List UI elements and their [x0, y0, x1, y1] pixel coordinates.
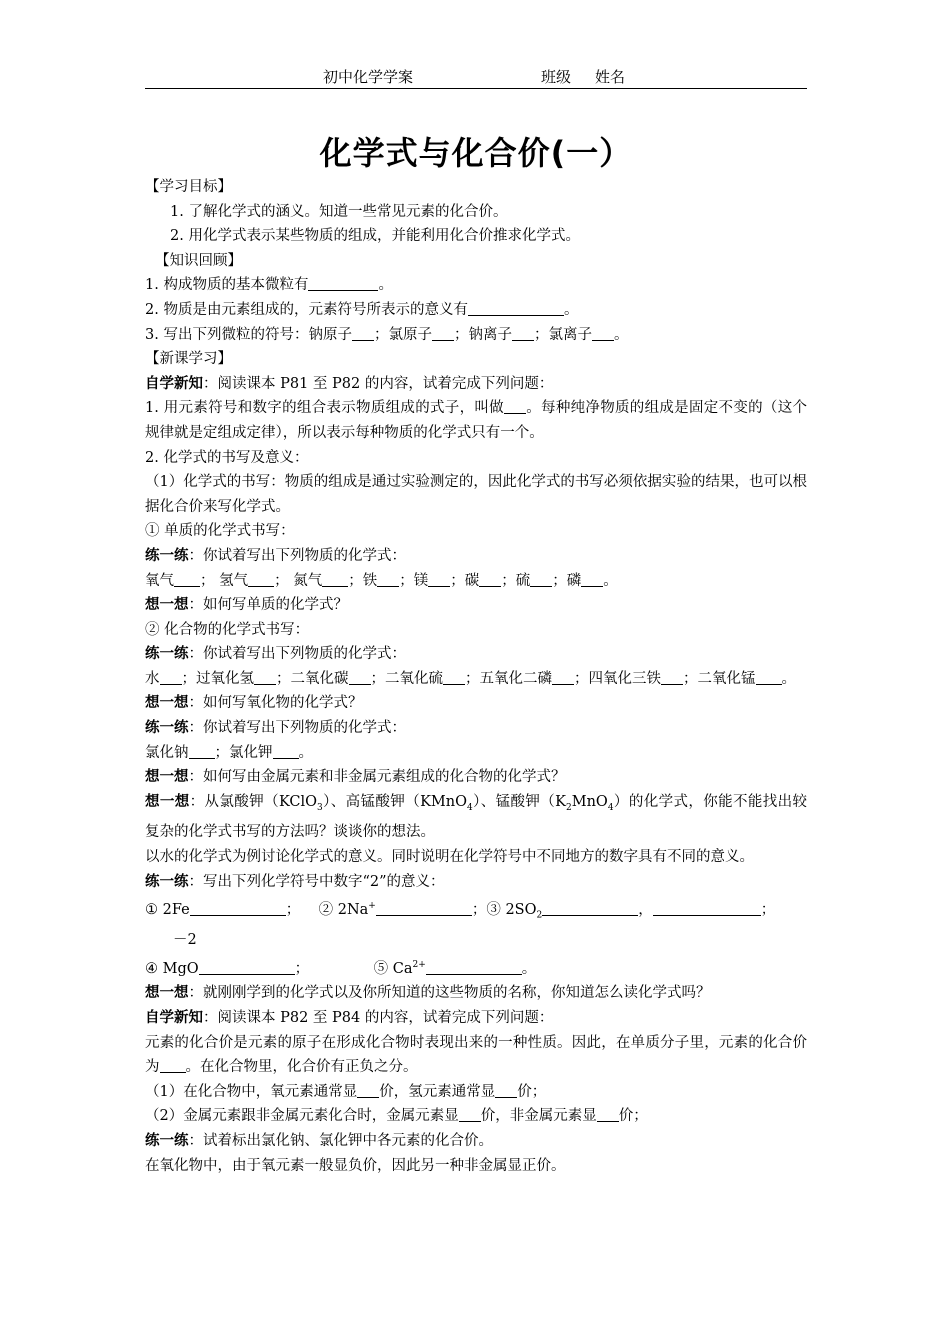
- answer-blank[interactable]: [653, 901, 761, 916]
- page-header: [145, 64, 807, 89]
- symbols-line-2: ④ MgO ； ⑤ $Ca^{2+}$ 。: [145, 960, 537, 977]
- paragraph-4: ① 单质的化学式书写：: [145, 523, 295, 540]
- paragraph-2: 2. 化学式的书写及意义：: [145, 449, 309, 466]
- answer-blank[interactable]: [248, 572, 274, 587]
- answer-blank[interactable]: [552, 670, 574, 685]
- answer-blank[interactable]: [160, 670, 182, 685]
- think-1: 想一想：如何写单质的化学式？: [145, 596, 348, 614]
- answer-blank[interactable]: [308, 276, 378, 291]
- answer-blank[interactable]: [597, 1107, 619, 1122]
- answer-blank[interactable]: [357, 1083, 379, 1098]
- answer-blank[interactable]: [504, 399, 526, 414]
- paragraph-8: （1）在化合物中，氧元素通常显 价，氢元素通常显 价；: [145, 1083, 547, 1100]
- answer-blank[interactable]: [479, 572, 501, 587]
- think-5: 想一想：就刚刚学到的化学式以及你所知道的这些物质的名称，你知道怎么读化学式吗？: [145, 984, 711, 1002]
- answer-blank[interactable]: [468, 301, 564, 316]
- goal-item: 2. 用化学式表示某些物质的组成，并能利用化合价推求化学式。: [170, 228, 580, 245]
- practice-5: 练一练：试着标出氯化钠、氯化钾中各元素的化合价。: [145, 1132, 493, 1149]
- answer-blank[interactable]: [542, 901, 638, 916]
- answer-blank[interactable]: [661, 670, 683, 685]
- answer-blank[interactable]: [592, 326, 614, 341]
- class-label: 班级: [541, 68, 572, 86]
- answer-blank[interactable]: [376, 901, 472, 916]
- elements-line: 氧气 ； 氢气 ； 氮气 ；铁 ；镁 ；碳 ；硫 ；磷 。: [145, 572, 618, 589]
- practice-4: 练一练：写出下列化学符号中数字“2”的意义：: [145, 872, 445, 890]
- answer-blank[interactable]: [581, 572, 603, 587]
- valence-mark: －2: [173, 932, 197, 949]
- answer-blank[interactable]: [199, 960, 295, 975]
- compounds-line: 水 ；过氧化氢 ；二氧化碳 ；二氧化硫 ；五氧化二磷 ；四氧化三铁 ；二氧化锰 。: [145, 670, 796, 687]
- review-q1: 1. 构成物质的基本微粒有 。: [145, 277, 393, 294]
- worksheet-body: [145, 175, 807, 1178]
- self-study-2: 自学新知：阅读课本 P82 至 P84 的内容，试着完成下列问题：: [145, 1009, 554, 1027]
- answer-blank[interactable]: [160, 1058, 186, 1073]
- paragraph-5: ② 化合物的化学式书写：: [145, 621, 310, 638]
- think-4: 想一想：从氯酸钾（KClO$_3$）、高锰酸钾（KMnO$_4$）、锰酸钾$(K_2MnO_4)$的化学式，你能不能找出较复杂的化学式书写的方法吗？谈谈你的想法。: [145, 792, 808, 841]
- answer-blank[interactable]: [512, 326, 534, 341]
- paragraph-9: （2）金属元素跟非金属元素化合时，金属元素显 价，非金属元素显 价；: [145, 1108, 648, 1125]
- answer-blank[interactable]: [352, 326, 374, 341]
- answer-blank[interactable]: [377, 572, 399, 587]
- paragraph-7: 元素的化合价是元素的原子在形成化合物时表现出来的一种性质。因此，在单质分子里，元素的化合价为 。在化合物里，化合价有正负之分。: [145, 1034, 807, 1076]
- answer-blank[interactable]: [254, 670, 276, 685]
- paragraph-10: 在氧化物中，由于氧元素一般显负价，因此另一种非金属显正价。: [145, 1157, 566, 1174]
- answer-blank[interactable]: [426, 960, 522, 975]
- paragraph-1: 1. 用元素符号和数字的组合表示物质组成的式子，叫做 。每种纯净物质的组成是固定不变的（这个规律就是定组成定律），所以表示每种物质的化学式只有一个。: [145, 400, 807, 441]
- name-label: 姓名: [595, 68, 626, 86]
- practice-2: 练一练：你试着写出下列物质的化学式：: [145, 645, 406, 663]
- goals-heading: 【学习目标】: [145, 179, 232, 195]
- answer-blank[interactable]: [273, 744, 299, 759]
- self-study-1: 自学新知：阅读课本 P81 至 P82 的内容，试着完成下列问题：: [145, 374, 554, 392]
- answer-blank[interactable]: [190, 901, 286, 916]
- paragraph-6: 以水的化学式为例讨论化学式的意义。同时说明在化学符号中不同地方的数字具有不同的意义。: [145, 848, 754, 865]
- review-q3: 3. 写出下列微粒的符号：钠原子 ；氯原子 ；钠离子 ；氯离子 。: [145, 326, 629, 343]
- course-label: 初中化学学案: [323, 68, 414, 86]
- answer-blank[interactable]: [349, 670, 371, 685]
- paragraph-3: （1）化学式的书写：物质的组成是通过实验测定的，因此化学式的书写必须依据实验的结果，也可以根据化合价来写化学式。: [145, 474, 807, 515]
- symbols-line-1: ① 2Fe ； ② 2Na+ ；③ $2SO_2$ ， ；: [145, 901, 776, 921]
- answer-blank[interactable]: [174, 572, 200, 587]
- answer-blank[interactable]: [322, 572, 348, 587]
- practice-3: 练一练：你试着写出下列物质的化学式：: [145, 719, 406, 737]
- goal-item: 1. 了解化学式的涵义。知道一些常见元素的化合价。: [170, 203, 508, 220]
- answer-blank[interactable]: [189, 744, 215, 759]
- salts-line: 氯化钠 ；氯化钾 。: [145, 744, 313, 761]
- answer-blank[interactable]: [432, 326, 454, 341]
- newlesson-heading: 【新课学习】: [145, 351, 232, 368]
- answer-blank[interactable]: [495, 1083, 517, 1098]
- answer-blank[interactable]: [756, 670, 782, 685]
- page-title: 化学式与化合价(一）: [319, 134, 633, 172]
- answer-blank[interactable]: [443, 670, 465, 685]
- answer-blank[interactable]: [530, 572, 552, 587]
- practice-1: 练一练：你试着写出下列物质的化学式：: [145, 546, 406, 564]
- review-q2: 2. 物质是由元素组成的，元素符号所表示的意义有 。: [145, 301, 579, 318]
- think-3: 想一想：如何写由金属元素和非金属元素组成的化合物的化学式？: [145, 768, 566, 786]
- think-2: 想一想：如何写氧化物的化学式？: [145, 694, 363, 712]
- answer-blank[interactable]: [459, 1107, 481, 1122]
- answer-blank[interactable]: [428, 572, 450, 587]
- review-heading: 【知识回顾】: [155, 252, 242, 269]
